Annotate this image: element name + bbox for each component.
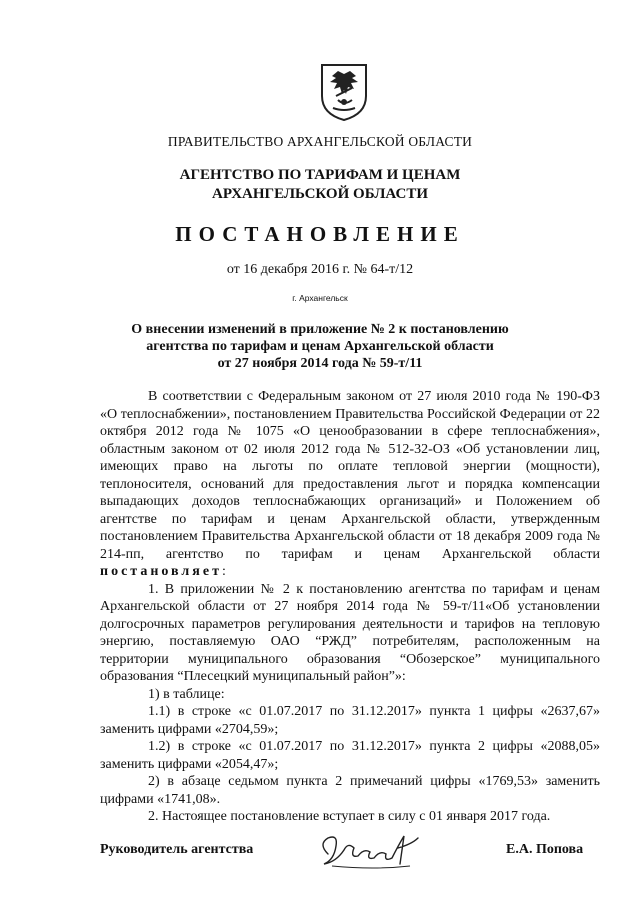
document-city: г. Архангельск — [292, 293, 348, 303]
item-1-1-2: 1.2) в строке «с 01.07.2017 по 31.12.2017» пункта 2 цифры «2088,05» заменить цифрами «2054,47»; — [100, 739, 600, 772]
handwritten-signature — [314, 826, 426, 872]
signatory-name: Е.А. Попова — [506, 842, 584, 857]
agency-name-line2: АРХАНГЕЛЬСКОЙ ОБЛАСТИ — [212, 186, 428, 202]
decree-word: постановляет — [100, 564, 222, 579]
document-date-number: от 16 декабря 2016 г. № 64-т/12 — [226, 262, 414, 277]
agency-name — [0, 166, 640, 204]
item-2: 2. Настоящее постановление вступает в силу с 01 января 2017 года. — [148, 809, 551, 824]
item-1: 1. В приложении № 2 к постановлению агентства по тарифам и ценам Архангельской области от 27 ноября 2014 года № 59-т/11«Об установлении долгосрочных параметров регулирования деятельности и тарифов на тепловую энергию, поставляемую ОАО “РЖД” потребителям, расположенным на территории муниципального образования “Обозерское” муниципального образования “Плесецкий муниципальный район”»: — [100, 581, 600, 684]
document-subject — [0, 321, 640, 372]
government-name: ПРАВИТЕЛЬСТВО АРХАНГЕЛЬСКОЙ ОБЛАСТИ — [167, 134, 473, 149]
document-body — [100, 388, 600, 826]
subject-line1: О внесении изменений в приложение № 2 к постановлению — [131, 322, 509, 337]
item-1-2: 2) в абзаце седьмом пункта 2 примечаний цифры «1769,53» заменить цифрами «1741,08». — [100, 774, 600, 807]
item-1-1: 1) в таблице: — [148, 686, 225, 702]
item-1-1-1: 1.1) в строке «с 01.07.2017 по 31.12.2017» пункта 1 цифры «2637,67» заменить цифрами «2704,59»; — [100, 704, 600, 737]
preamble-text: В соответствии с Федеральным законом от 27 июля 2010 года № 190-ФЗ «О теплоснабжении», постановлением Правительства Российской Федерации от 22 октября 2012 года № 1075 «О ценообразовании в сфере теплоснабжения», областным законом от 02 июля 2012 года № 512-32-ОЗ «Об установлении лиц, имеющих право на льготы по оплате тепловой энергии (мощности), теплоносителя, оснований для предоставления льгот и порядка компенсации выпадающих доходов теплоснабжающих организаций» и Положением об агентстве по тарифам и ценам Архангельской области, утвержденным постановлением Правительства Архангельской области от 18 декабря 2009 года № 214-пп, агентство по тарифам и ценам Архангельской области — [100, 389, 600, 562]
agency-name-line1: АГЕНТСТВО ПО ТАРИФАМ И ЦЕНАМ — [179, 167, 461, 183]
document-type-title: ПОСТАНОВЛЕНИЕ — [175, 222, 465, 246]
subject-line3: от 27 ноября 2014 года № 59-т/11 — [217, 356, 423, 371]
coat-of-arms-emblem — [318, 62, 370, 122]
preamble-paragraph — [100, 388, 600, 581]
decree-colon: : — [221, 564, 226, 579]
signatory-position: Руководитель агентства — [100, 842, 254, 857]
subject-line2: агентства по тарифам и ценам Архангельской области — [146, 339, 494, 354]
